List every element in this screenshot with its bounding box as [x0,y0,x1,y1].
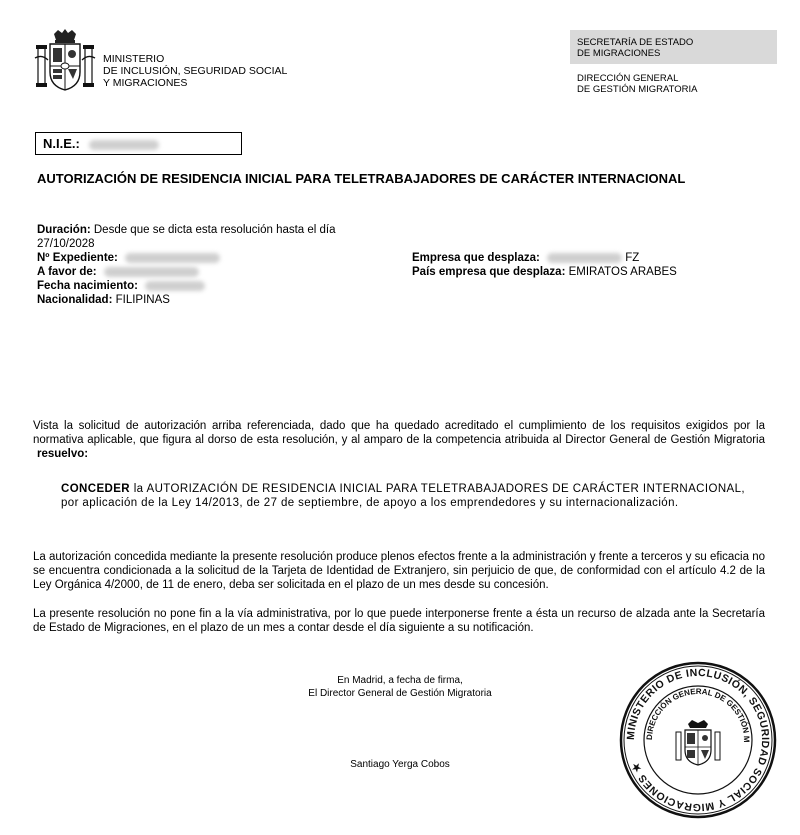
intro-text: Vista la solicitud de autorización arriba referenciada, dado que ha quedado acreditado el cumplimiento de los requisitos exigidos por la normativa aplicable, que figura al dorso de esta resolución, y al amparo de la competencia atribuida al Director General de Gestión Migratoria [33,420,765,446]
details-left [37,223,367,307]
redacted-expediente [125,253,220,263]
official-seal-icon [618,660,778,820]
signer-name: Santiago Yerga Cobos [350,759,450,770]
resolution-paragraph [61,482,745,510]
svg-text:MINISTERIO DE INCLUSIÓN, SEGUR: MINISTERIO DE INCLUSIÓN, SEGURIDAD SOCIAL Y MIGRACIONES ★ [624,666,772,814]
redacted-name [104,267,199,277]
expediente-row [37,251,367,265]
redacted-birthdate [145,281,205,291]
duracion-label: Duración: [37,224,91,236]
expediente-label: Nº Expediente: [37,252,118,264]
efectos-paragraph: La autorización concedida mediante la presente resolución produce plenos efectos frente a la administración y frente a terceros y su eficacia no se encuentra condicionada a la solicitud de la Tarjeta de Identidad de Extranjero, sin perjuicio de que, de conformidad con el artículo 4.2 de la Ley Orgánica 4/2000, de 11 de enero, deba ser solicitada en el plazo de un mes desde su concesión. [33,551,765,591]
pais-label: País empresa que desplaza: [412,266,566,278]
nacionalidad-row [37,293,367,307]
signature-place: En Madrid, a fecha de firma, [337,675,463,686]
nie-field [43,136,159,151]
nacionalidad-value: FILIPINAS [115,294,170,306]
resuelvo-label: resuelvo: [37,448,89,460]
signature-block [250,674,550,700]
signature-role: El Director General de Gestión Migratoria [308,688,492,699]
secretaria-label: SECRETARÍA DE ESTADO DE MIGRACIONES [577,37,694,59]
nacimiento-label: Fecha nacimiento: [37,280,138,292]
redacted-company [547,253,622,263]
favor-row [37,265,367,279]
document-title: AUTORIZACIÓN DE RESIDENCIA INICIAL PARA TELETRABAJADORES DE CARÁCTER INTERNACIONAL [37,171,686,186]
conceder-text: la AUTORIZACIÓN DE RESIDENCIA INICIAL PARA TELETRABAJADORES DE CARÁCTER INTERNACIONAL, por aplicación de la Ley 14/2013, de 27 de septiembre, de apoyo a los emprendedores y su internacionalización. [61,483,745,509]
empresa-label: Empresa que desplaza: [412,252,540,264]
recurso-paragraph: La presente resolución no pone fin a la vía administrativa, por lo que puede interponerse frente a ésta un recurso de alzada ante la Secretaría de Estado de Migraciones, en el plazo de un mes a contar desde el día siguiente a su notificación. [33,608,765,634]
nie-label: N.I.E.: [43,136,80,151]
empresa-suffix: FZ [625,252,640,264]
coat-of-arms-icon [32,28,98,94]
empresa-row [412,251,772,265]
svg-text:DIRECCIÓN GENERAL DE GESTIÓN M: DIRECCIÓN GENERAL DE GESTIÓN M [644,686,752,743]
pais-value: EMIRATOS ARABES [568,266,677,278]
conceder-word: CONCEDER [61,483,131,495]
redacted-nie [89,140,159,150]
pais-row [412,265,772,279]
details-right [412,251,772,279]
nacimiento-row [37,279,367,293]
duracion-row [37,223,367,237]
ministry-name: MINISTERIO DE INCLUSIÓN, SEGURIDAD SOCIAL Y MIGRACIONES [103,53,288,89]
duracion-value: Desde que se dicta esta resolución hasta el día [93,224,336,236]
duracion-date: 27/10/2028 [37,238,95,250]
intro-paragraph [33,419,765,461]
nacionalidad-label: Nacionalidad: [37,294,113,306]
direccion-label: DIRECCIÓN GENERAL DE GESTIÓN MIGRATORIA [577,73,698,95]
favor-label: A favor de: [37,266,97,278]
